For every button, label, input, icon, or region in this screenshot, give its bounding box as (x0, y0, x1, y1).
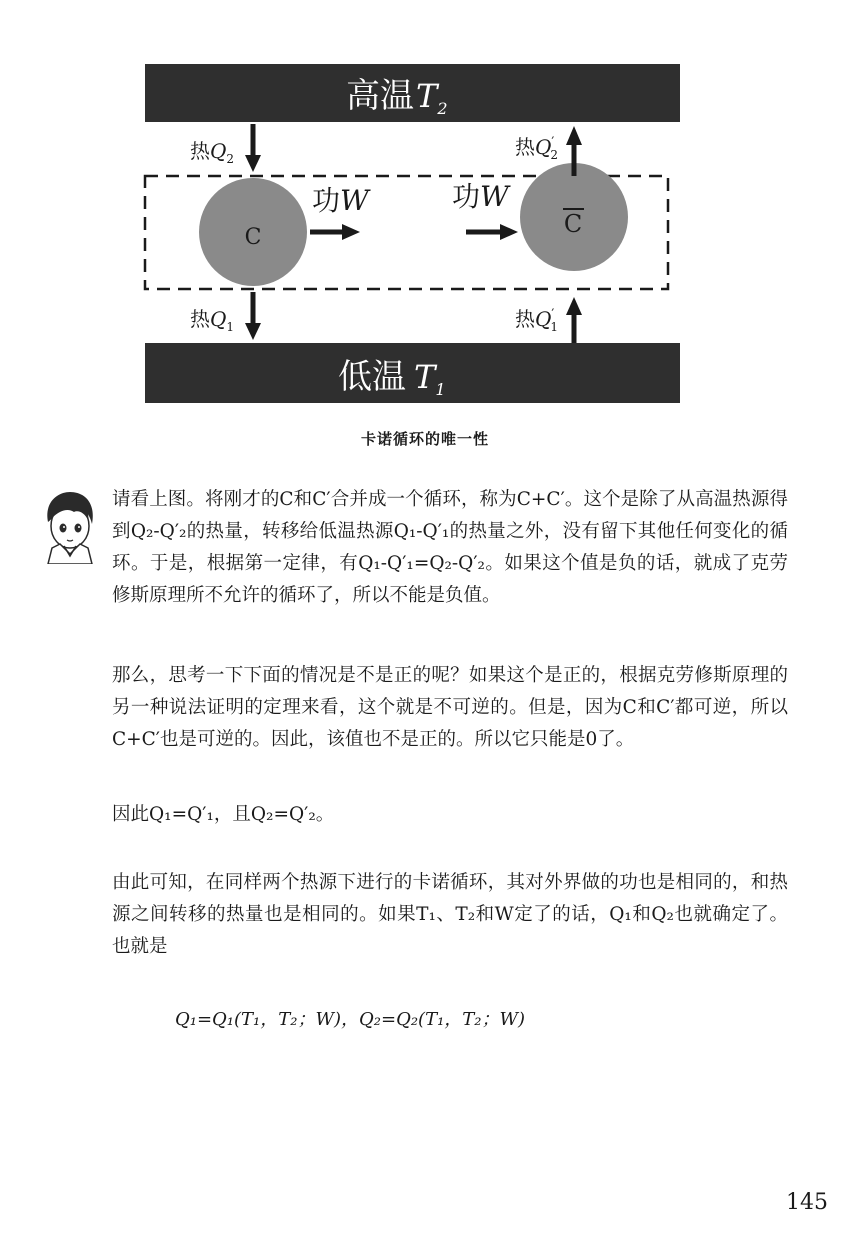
heat-q1-prime-label: 热Q′ 1 (515, 307, 558, 334)
heat-q2-arrow-head (245, 155, 261, 172)
paragraph-3: 因此Q₁=Q′₁，且Q₂=Q′₂。 (112, 804, 335, 825)
heat-function-formula: Q₁=Q₁(T₁，T₂；W)，Q₂=Q₂(T₁，T₂；W) (175, 1009, 526, 1030)
heat-q1-label: 热$Q_1$ (190, 307, 235, 334)
page-number: 145 (786, 1190, 828, 1215)
figure-caption: 卡诺循环的唯一性 (360, 430, 489, 448)
work-out-arrow-head (342, 224, 360, 240)
cold-reservoir-bar (145, 343, 680, 403)
heat-q1-arrow-head (245, 323, 261, 340)
carnot-uniqueness-diagram (0, 0, 850, 420)
work-in-label: 功W (452, 180, 509, 213)
hot-reservoir-label: 高温 (346, 76, 414, 116)
paragraph-1: 请看上图。将刚才的C和C′合并成一个循环，称为C+C′。这个是除了从高温热源得到Q₂-Q′₂的热量，转移给低温热源Q₁-Q′₁的热量之外，没有留下其他任何变化的循环。于是，根据第一定律，有Q₁-Q′₁=Q₂-Q′₂。如果这个值是负的话，就成了克劳修斯原理所不允许的循环了，所以不能是负值。 (112, 489, 788, 606)
cold-reservoir-label: 低温 (338, 357, 406, 397)
work-out-label: 功W (312, 184, 369, 217)
heat-q2-prime-label: 热Q′ 2 (515, 135, 558, 162)
heat-q2-prime-arrow-head (566, 126, 582, 145)
engine-c-bar-label: C (563, 210, 583, 238)
cold-reservoir-symbol: $T_1$ (414, 358, 446, 399)
heat-q2-label: 热$Q_2$ (190, 139, 235, 166)
engine-c-label: C (244, 225, 262, 250)
work-in-arrow-head (500, 224, 518, 240)
paragraph-4: 由此可知，在同样两个热源下进行的卡诺循环，其对外界做的功也是相同的，和热源之间转移的热量也是相同的。如果T₁、T₂和W定了的话，Q₁和Q₂也就确定了。也就是 (112, 872, 788, 957)
heat-q1-prime-arrow-head (566, 297, 582, 315)
paragraph-2: 那么，思考一下下面的情况是不是正的呢？如果这个是正的，根据克劳修斯原理的另一种说法证明的定理来看，这个就是不可逆的。但是，因为C和C′都可逆，所以C+C′也是可逆的。因此，该值也不是正的。所以它只能是0了。 (112, 665, 788, 750)
hot-reservoir-symbol: $T_2$ (416, 77, 448, 118)
student-avatar-icon (38, 488, 100, 564)
